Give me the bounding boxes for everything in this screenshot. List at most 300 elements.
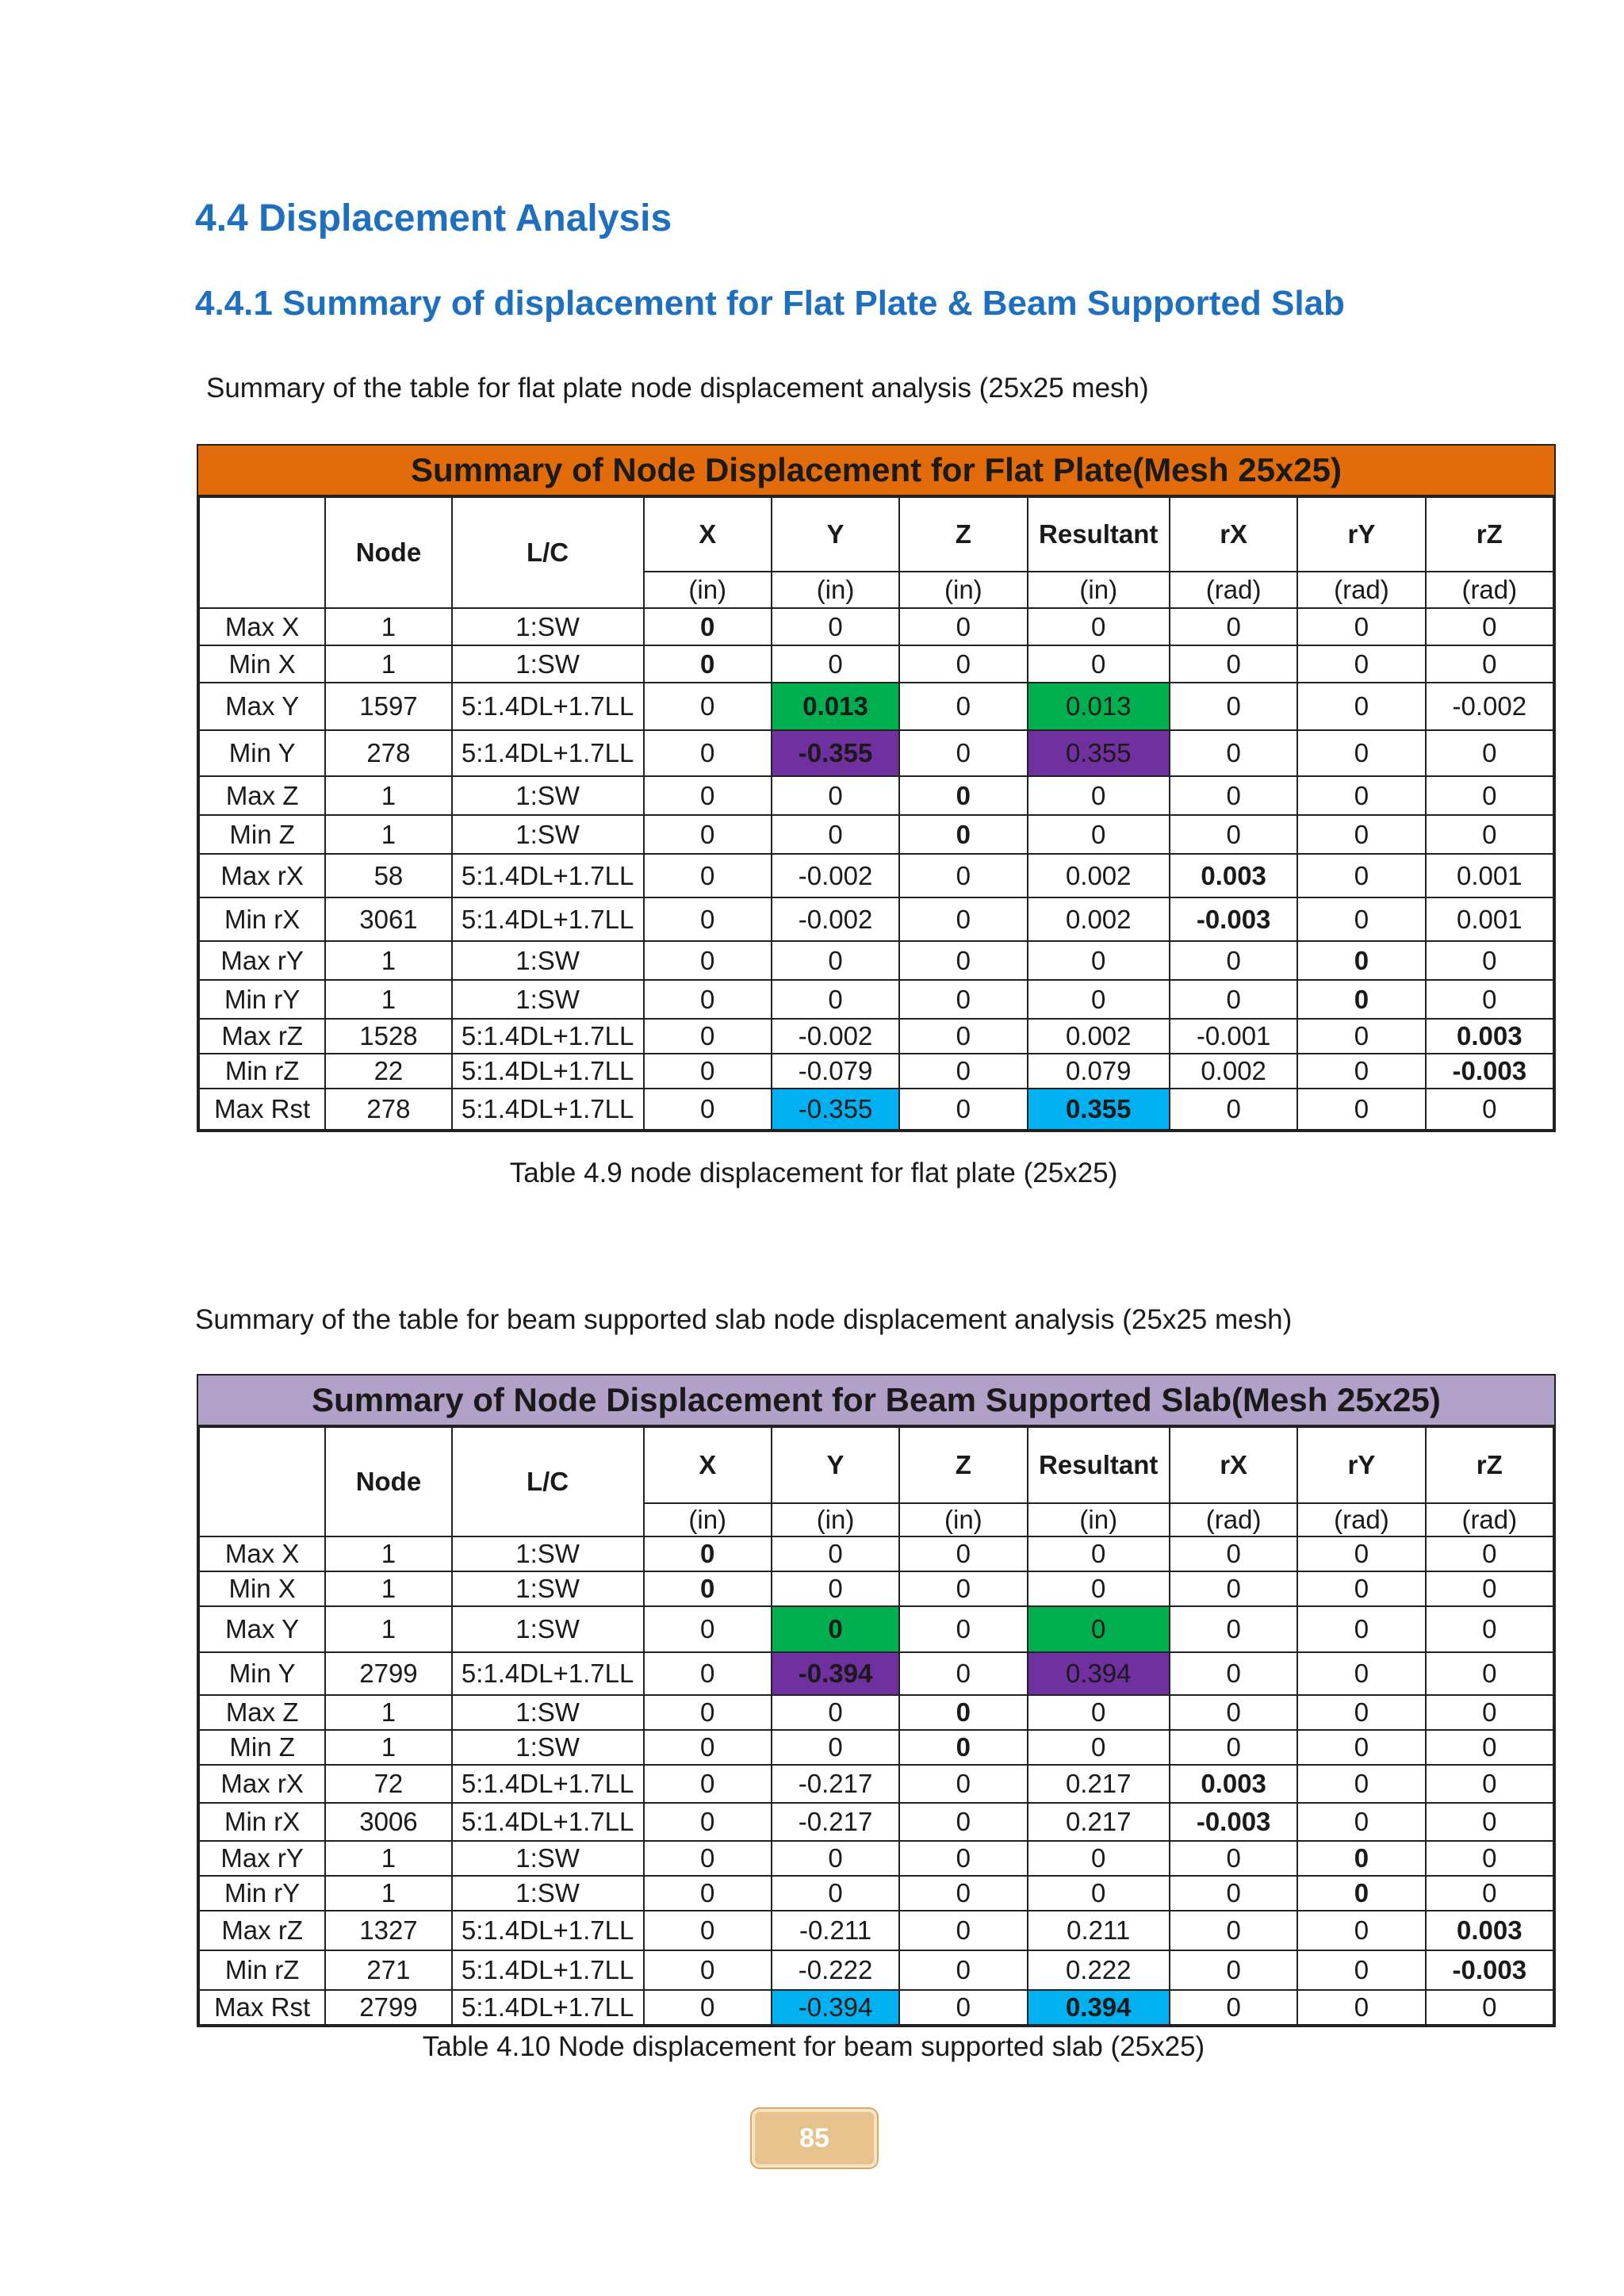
table-cell: 0 xyxy=(1170,1990,1297,2025)
row-label: Min X xyxy=(199,1571,325,1606)
table-cell: 0.002 xyxy=(1028,897,1170,941)
table-cell: 0 xyxy=(1170,1911,1297,1950)
table-cell: 0 xyxy=(1297,941,1425,980)
table-cell: 0 xyxy=(1170,1536,1297,1571)
table-cell: 0 xyxy=(1297,1089,1425,1130)
table-cell: 0.002 xyxy=(1170,1054,1297,1089)
table-cell: 0 xyxy=(899,1536,1027,1571)
table-cell: 0 xyxy=(772,1536,899,1571)
row-label: Min Z xyxy=(199,815,325,854)
table-cell: 1 xyxy=(325,941,451,980)
table-cell: 0 xyxy=(1297,1803,1425,1841)
table-cell: 0 xyxy=(1297,1911,1425,1950)
table-cell: 5:1.4DL+1.7LL xyxy=(452,1019,644,1054)
column-header: L/C xyxy=(452,1427,644,1536)
table-cell: 0 xyxy=(1426,1841,1553,1876)
table1-banner: Summary of Node Displacement for Flat Plate(Mesh 25x25) xyxy=(198,446,1554,496)
table-cell: 0 xyxy=(1426,608,1553,645)
table-cell: -0.003 xyxy=(1426,1054,1553,1089)
page-number: 85 xyxy=(752,2109,877,2168)
table-cell: 0 xyxy=(644,1911,772,1950)
table-cell: 0.002 xyxy=(1028,854,1170,897)
table-cell: 0 xyxy=(1028,1571,1170,1606)
table-cell: 1:SW xyxy=(452,608,644,645)
row-label: Min rX xyxy=(199,897,325,941)
table-cell: 0 xyxy=(772,1730,899,1765)
table-cell: 0 xyxy=(899,608,1027,645)
table-cell: 0 xyxy=(899,1571,1027,1606)
table-cell: 0 xyxy=(772,608,899,645)
table-cell: 0 xyxy=(899,1054,1027,1089)
table-cell: 278 xyxy=(325,1089,451,1130)
table-cell: -0.394 xyxy=(772,1990,899,2025)
table-cell: 1528 xyxy=(325,1019,451,1054)
row-label: Max Rst xyxy=(199,1089,325,1130)
flat-plate-table xyxy=(197,444,1556,1132)
table-cell: 0 xyxy=(1297,815,1425,854)
table-cell: 0 xyxy=(1170,683,1297,730)
table-row xyxy=(199,1652,1553,1695)
table-cell: 0 xyxy=(1426,1695,1553,1730)
table-cell: 0 xyxy=(899,980,1027,1019)
column-header: X xyxy=(644,1427,772,1503)
unit-cell: (in) xyxy=(772,1503,899,1536)
table-cell: -0.217 xyxy=(772,1803,899,1841)
table-cell: 5:1.4DL+1.7LL xyxy=(452,1911,644,1950)
table-cell: 1 xyxy=(325,1841,451,1876)
table-cell: 0.002 xyxy=(1028,1019,1170,1054)
unit-cell: (in) xyxy=(644,572,772,608)
table-cell: 0.217 xyxy=(1028,1765,1170,1803)
table-cell: 0 xyxy=(1297,1536,1425,1571)
table-cell: 0 xyxy=(1297,645,1425,683)
table-cell: 0 xyxy=(1028,1606,1170,1652)
table-cell: 0 xyxy=(1170,1730,1297,1765)
table-cell: 0 xyxy=(1028,608,1170,645)
table-cell: 0.217 xyxy=(1028,1803,1170,1841)
table-cell: 0 xyxy=(899,1876,1027,1911)
table-cell: 0 xyxy=(899,683,1027,730)
table-cell: 0 xyxy=(1426,1536,1553,1571)
row-label: Min Z xyxy=(199,1730,325,1765)
table-cell: 0 xyxy=(1426,1089,1553,1130)
table-row xyxy=(199,980,1553,1019)
column-header: rZ xyxy=(1426,1427,1553,1503)
table-cell: 0 xyxy=(899,1765,1027,1803)
table-row xyxy=(199,1695,1553,1730)
table-cell: 0.222 xyxy=(1028,1950,1170,1990)
row-label: Max rX xyxy=(199,854,325,897)
table-cell: 1:SW xyxy=(452,1536,644,1571)
table-cell: 0 xyxy=(1170,608,1297,645)
table-cell: 0 xyxy=(899,941,1027,980)
table-cell: 0 xyxy=(1028,1536,1170,1571)
unit-cell: (in) xyxy=(1028,572,1170,608)
row-label: Max rZ xyxy=(199,1911,325,1950)
table-cell: 1:SW xyxy=(452,1571,644,1606)
table-row xyxy=(199,730,1553,776)
table-row xyxy=(199,1571,1553,1606)
column-header: Resultant xyxy=(1028,497,1170,572)
table-cell: -0.394 xyxy=(772,1652,899,1695)
table-cell: 0 xyxy=(1426,1765,1553,1803)
table-cell: 0 xyxy=(1426,730,1553,776)
table-row xyxy=(199,1765,1553,1803)
table2-intro: Summary of the table for beam supported slab node displacement analysis (25x25 mesh) xyxy=(195,1304,1293,1335)
table-cell: 0 xyxy=(899,1652,1027,1695)
row-label: Max rZ xyxy=(199,1019,325,1054)
table-cell: 1327 xyxy=(325,1911,451,1950)
unit-cell: (in) xyxy=(1028,1503,1170,1536)
table-cell: 0 xyxy=(899,645,1027,683)
table-cell: 0 xyxy=(1297,776,1425,815)
column-header: Y xyxy=(772,1427,899,1503)
table-cell: 0 xyxy=(1297,980,1425,1019)
table-cell: 0.003 xyxy=(1426,1911,1553,1950)
table-cell: 5:1.4DL+1.7LL xyxy=(452,683,644,730)
table-cell: 0 xyxy=(1426,815,1553,854)
table-cell: 0 xyxy=(899,854,1027,897)
table-cell: 1 xyxy=(325,645,451,683)
table-cell: 0 xyxy=(644,1054,772,1089)
row-label: Min rY xyxy=(199,1876,325,1911)
table-cell: 0.013 xyxy=(1028,683,1170,730)
table-cell: 0 xyxy=(644,1652,772,1695)
table-cell: 0 xyxy=(644,941,772,980)
table-cell: 0 xyxy=(644,776,772,815)
table-cell: 0 xyxy=(1297,1019,1425,1054)
table-cell: 0 xyxy=(1297,1765,1425,1803)
table-cell: 0.394 xyxy=(1028,1652,1170,1695)
table-cell: 0.355 xyxy=(1028,1089,1170,1130)
table-cell: 0 xyxy=(1297,1730,1425,1765)
table-cell: 0 xyxy=(1426,1730,1553,1765)
table-row xyxy=(199,854,1553,897)
table-cell: 0 xyxy=(1028,1730,1170,1765)
table-cell: 0 xyxy=(1297,1695,1425,1730)
table-cell: -0.002 xyxy=(772,1019,899,1054)
table-cell: 5:1.4DL+1.7LL xyxy=(452,1803,644,1841)
table-row xyxy=(199,897,1553,941)
table-cell: 0 xyxy=(899,1730,1027,1765)
table-cell: -0.003 xyxy=(1170,897,1297,941)
table-cell: 1 xyxy=(325,608,451,645)
table-cell: 0 xyxy=(772,980,899,1019)
table-cell: -0.355 xyxy=(772,730,899,776)
table-cell: 0 xyxy=(1297,1841,1425,1876)
table-row xyxy=(199,1876,1553,1911)
table-cell: 0 xyxy=(1170,1695,1297,1730)
table-cell: 0 xyxy=(1426,980,1553,1019)
table-cell: -0.211 xyxy=(772,1911,899,1950)
row-label: Max X xyxy=(199,1536,325,1571)
table-cell: 0 xyxy=(1297,1571,1425,1606)
table-row xyxy=(199,1089,1553,1130)
unit-cell: (rad) xyxy=(1170,1503,1297,1536)
table-cell: 1:SW xyxy=(452,1730,644,1765)
table-cell: 1:SW xyxy=(452,645,644,683)
table-cell: 0 xyxy=(1426,645,1553,683)
table-cell: 0 xyxy=(899,815,1027,854)
unit-cell: (rad) xyxy=(1297,1503,1425,1536)
table-cell: 0 xyxy=(772,645,899,683)
table-cell: 0.003 xyxy=(1170,1765,1297,1803)
table-cell: 5:1.4DL+1.7LL xyxy=(452,1089,644,1130)
table-cell: 0 xyxy=(1028,941,1170,980)
table-cell: 0 xyxy=(1170,1606,1297,1652)
table-cell: 0 xyxy=(1028,1695,1170,1730)
table-cell: 0 xyxy=(1028,645,1170,683)
table-cell: 0 xyxy=(644,897,772,941)
unit-cell: (rad) xyxy=(1297,572,1425,608)
table-cell: 0 xyxy=(1170,1950,1297,1990)
row-label: Min rY xyxy=(199,980,325,1019)
table-cell: 0 xyxy=(1426,941,1553,980)
table-cell: 1 xyxy=(325,815,451,854)
table-cell: 72 xyxy=(325,1765,451,1803)
column-header: rX xyxy=(1170,1427,1297,1503)
table-cell: 0 xyxy=(644,683,772,730)
table-cell: 1:SW xyxy=(452,1876,644,1911)
table-cell: 3006 xyxy=(325,1803,451,1841)
unit-cell: (in) xyxy=(772,572,899,608)
table-cell: -0.217 xyxy=(772,1765,899,1803)
table-cell: 0 xyxy=(1170,1652,1297,1695)
table-cell: 0.003 xyxy=(1170,854,1297,897)
table-row xyxy=(199,1950,1553,1990)
table-cell: 0 xyxy=(772,815,899,854)
table-cell: 1 xyxy=(325,980,451,1019)
table-cell: 5:1.4DL+1.7LL xyxy=(452,897,644,941)
table-cell: 0.211 xyxy=(1028,1911,1170,1950)
table-row xyxy=(199,1606,1553,1652)
table-row xyxy=(199,776,1553,815)
table-cell: 0 xyxy=(644,608,772,645)
table-cell: 0 xyxy=(644,730,772,776)
table-cell: 5:1.4DL+1.7LL xyxy=(452,1990,644,2025)
table-cell: 22 xyxy=(325,1054,451,1089)
column-header: X xyxy=(644,497,772,572)
table-cell: 0 xyxy=(899,1695,1027,1730)
table-cell: 0 xyxy=(1170,1876,1297,1911)
unit-cell: (rad) xyxy=(1426,572,1553,608)
table-cell: 0 xyxy=(1297,1652,1425,1695)
table-row xyxy=(199,941,1553,980)
table-cell: 5:1.4DL+1.7LL xyxy=(452,1765,644,1803)
column-header: Z xyxy=(899,1427,1027,1503)
table-cell: 0 xyxy=(1028,980,1170,1019)
table-cell: 0 xyxy=(899,1950,1027,1990)
row-label: Max rX xyxy=(199,1765,325,1803)
table-cell: 0 xyxy=(899,730,1027,776)
table-row xyxy=(199,1841,1553,1876)
table-cell: 0 xyxy=(1426,1652,1553,1695)
table-cell: 0 xyxy=(1297,897,1425,941)
unit-cell: (rad) xyxy=(1426,1503,1553,1536)
table-cell: 5:1.4DL+1.7LL xyxy=(452,854,644,897)
table-cell: 1:SW xyxy=(452,941,644,980)
table-cell: 0.001 xyxy=(1426,854,1553,897)
table-cell: 0 xyxy=(1170,730,1297,776)
table-cell: -0.003 xyxy=(1426,1950,1553,1990)
table-cell: 1 xyxy=(325,1536,451,1571)
table-cell: 0 xyxy=(644,1695,772,1730)
table-cell: 0 xyxy=(772,1841,899,1876)
table-cell: 278 xyxy=(325,730,451,776)
table-cell: 0.079 xyxy=(1028,1054,1170,1089)
table-cell: -0.003 xyxy=(1170,1803,1297,1841)
column-header: rX xyxy=(1170,497,1297,572)
table-row xyxy=(199,1019,1553,1054)
table-cell: 0 xyxy=(899,1019,1027,1054)
table-cell: 0 xyxy=(1170,1089,1297,1130)
table-cell: 0 xyxy=(899,776,1027,815)
column-header: Y xyxy=(772,497,899,572)
table-cell: 0 xyxy=(1170,815,1297,854)
table-cell: 0 xyxy=(1170,1841,1297,1876)
table-cell: 5:1.4DL+1.7LL xyxy=(452,730,644,776)
table-cell: 0 xyxy=(1426,1803,1553,1841)
table-cell: 271 xyxy=(325,1950,451,1990)
table-cell: 0 xyxy=(1170,1571,1297,1606)
table-cell: 0 xyxy=(644,815,772,854)
table-cell: 0 xyxy=(644,1536,772,1571)
table-cell: 5:1.4DL+1.7LL xyxy=(452,1054,644,1089)
row-label: Min rZ xyxy=(199,1054,325,1089)
column-header: Z xyxy=(899,497,1027,572)
table-cell: 2799 xyxy=(325,1652,451,1695)
table-cell: 1:SW xyxy=(452,815,644,854)
row-label: Max rY xyxy=(199,941,325,980)
table-cell: 0.013 xyxy=(772,683,899,730)
table-cell: 1:SW xyxy=(452,1695,644,1730)
table-cell: -0.079 xyxy=(772,1054,899,1089)
table-row xyxy=(199,1536,1553,1571)
table-cell: 0 xyxy=(1426,1990,1553,2025)
table-cell: 0 xyxy=(644,1765,772,1803)
table-cell: 0 xyxy=(644,1606,772,1652)
table-cell: 0 xyxy=(1297,1876,1425,1911)
table-cell: 0.394 xyxy=(1028,1990,1170,2025)
table-cell: 0 xyxy=(899,1803,1027,1841)
table-cell: 0 xyxy=(772,1695,899,1730)
table-cell: 0 xyxy=(899,1911,1027,1950)
table-cell: 0 xyxy=(1170,776,1297,815)
row-label: Max rY xyxy=(199,1841,325,1876)
table-cell: 0 xyxy=(1426,1606,1553,1652)
row-label: Max Y xyxy=(199,683,325,730)
table-cell: 0 xyxy=(1028,1876,1170,1911)
table-row xyxy=(199,645,1553,683)
table1-caption: Table 4.9 node displacement for flat plate (25x25) xyxy=(509,1158,1118,1188)
table-cell: 0 xyxy=(1028,776,1170,815)
corner-cell xyxy=(199,497,325,608)
table-cell: -0.002 xyxy=(772,854,899,897)
table-row xyxy=(199,1911,1553,1950)
table-cell: 0 xyxy=(899,1841,1027,1876)
column-header: L/C xyxy=(452,497,644,608)
table-cell: 1:SW xyxy=(452,1606,644,1652)
row-label: Min rZ xyxy=(199,1950,325,1990)
table-cell: 0 xyxy=(772,941,899,980)
table-cell: 1:SW xyxy=(452,980,644,1019)
table-cell: 0 xyxy=(1297,608,1425,645)
table-cell: 2799 xyxy=(325,1990,451,2025)
table-cell: 0 xyxy=(1426,1571,1553,1606)
table-cell: 1 xyxy=(325,776,451,815)
column-header: Node xyxy=(325,1427,451,1536)
column-header: rY xyxy=(1297,1427,1425,1503)
table-cell: 0 xyxy=(772,1571,899,1606)
table-row xyxy=(199,1990,1553,2025)
table2-grid xyxy=(198,1426,1554,2026)
row-label: Min X xyxy=(199,645,325,683)
column-header: Resultant xyxy=(1028,1427,1170,1503)
subsection-title: 4.4.1 Summary of displacement for Flat Plate & Beam Supported Slab xyxy=(195,284,1345,323)
table-cell: 0 xyxy=(1297,1990,1425,2025)
table-cell: 0 xyxy=(772,1606,899,1652)
row-label: Max X xyxy=(199,608,325,645)
table-cell: 0 xyxy=(644,645,772,683)
table-cell: 0 xyxy=(1297,1054,1425,1089)
row-label: Min Y xyxy=(199,1652,325,1695)
table-cell: 0 xyxy=(1028,815,1170,854)
table-cell: 0 xyxy=(899,897,1027,941)
table-cell: 0 xyxy=(899,1990,1027,2025)
table-cell: 0 xyxy=(644,1876,772,1911)
table-row xyxy=(199,1054,1553,1089)
table-cell: 1 xyxy=(325,1730,451,1765)
table-cell: 0.355 xyxy=(1028,730,1170,776)
table-cell: 0 xyxy=(644,1950,772,1990)
table-cell: 0 xyxy=(644,1730,772,1765)
table2-banner: Summary of Node Displacement for Beam Supported Slab(Mesh 25x25) xyxy=(198,1376,1554,1426)
table-cell: 5:1.4DL+1.7LL xyxy=(452,1950,644,1990)
table-row xyxy=(199,608,1553,645)
table-cell: 0 xyxy=(644,1841,772,1876)
row-label: Max Z xyxy=(199,776,325,815)
row-label: Min Y xyxy=(199,730,325,776)
table-cell: -0.001 xyxy=(1170,1019,1297,1054)
table-cell: 0 xyxy=(644,1019,772,1054)
table-cell: 0.001 xyxy=(1426,897,1553,941)
row-label: Max Y xyxy=(199,1606,325,1652)
table-cell: 0 xyxy=(644,1089,772,1130)
table-cell: 1 xyxy=(325,1876,451,1911)
unit-cell: (in) xyxy=(644,1503,772,1536)
table-cell: -0.002 xyxy=(1426,683,1553,730)
table-cell: 0 xyxy=(1426,1876,1553,1911)
table-cell: 0 xyxy=(644,980,772,1019)
section-title: 4.4 Displacement Analysis xyxy=(195,197,672,239)
table-cell: 0 xyxy=(1297,683,1425,730)
unit-cell: (in) xyxy=(899,572,1027,608)
table-cell: 1:SW xyxy=(452,1841,644,1876)
table-cell: 0 xyxy=(1297,730,1425,776)
table-cell: 0 xyxy=(1170,980,1297,1019)
table-cell: 0.003 xyxy=(1426,1019,1553,1054)
table-row xyxy=(199,1803,1553,1841)
column-header: Node xyxy=(325,497,451,608)
table-cell: 0 xyxy=(1297,854,1425,897)
table-cell: 0 xyxy=(899,1606,1027,1652)
table-cell: 1 xyxy=(325,1695,451,1730)
column-header: rY xyxy=(1297,497,1425,572)
unit-cell: (in) xyxy=(899,1503,1027,1536)
table-cell: 0 xyxy=(899,1089,1027,1130)
table-row xyxy=(199,1730,1553,1765)
table-cell: 3061 xyxy=(325,897,451,941)
